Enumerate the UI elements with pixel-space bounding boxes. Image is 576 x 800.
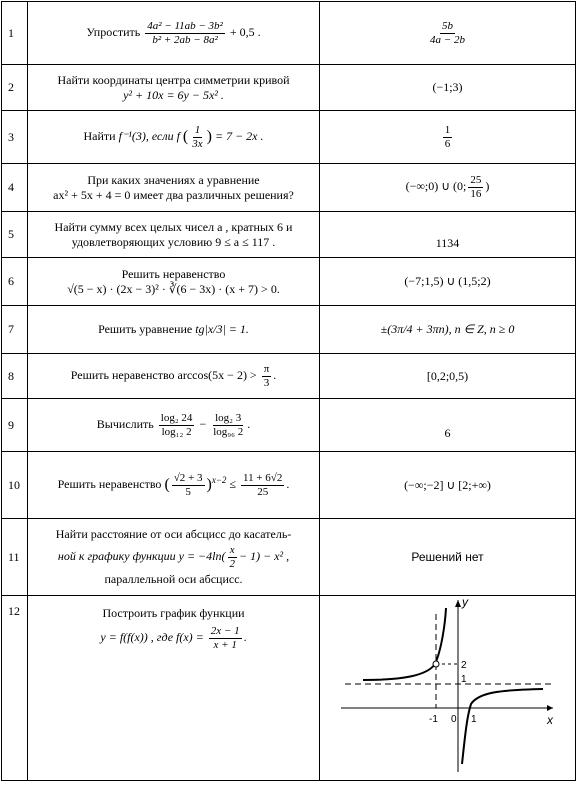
fraction-numerator: 25: [470, 174, 482, 187]
exponent: x−2: [211, 474, 227, 485]
task-cell: [28, 2, 320, 65]
row-number: 2: [2, 65, 28, 111]
task-line: ax² + 5x + 4 = 0 имеет два различных решения?: [53, 187, 294, 202]
task-expression: arccos(5x − 2) >: [177, 367, 257, 382]
row-number: 3: [2, 111, 28, 164]
task-line: [28, 625, 319, 651]
table-row: [2, 65, 576, 111]
task-cell: [28, 354, 320, 399]
minus-sign: −: [199, 416, 207, 431]
fraction-denominator: log₁₂ 2: [161, 425, 192, 438]
graph-branch-right: [462, 689, 543, 764]
fraction-numerator: 4a² − 11ab − 3b²: [147, 19, 223, 32]
x-axis-label: x: [546, 713, 553, 727]
answer-cell: [320, 164, 576, 212]
fraction-numerator: 1: [444, 123, 451, 136]
row-number: 11: [2, 519, 28, 596]
row-number: 4: [2, 164, 28, 212]
row-number: 9: [2, 399, 28, 452]
fraction-numerator: π: [263, 362, 270, 375]
answer-cell: 1134: [320, 212, 576, 258]
answer-cell: Решений нет: [320, 519, 576, 596]
fraction-denominator: 2: [229, 557, 235, 570]
paren-open: (: [182, 128, 189, 145]
fraction-denominator: 5: [185, 485, 191, 498]
task-tail: + 0,5 .: [229, 24, 261, 39]
task-tail: .: [243, 629, 247, 644]
fraction-denominator: 3x: [192, 137, 203, 150]
table-row: [2, 596, 576, 781]
task-verb: Вычислить: [96, 416, 154, 431]
fraction-denominator: 4a − 2b: [430, 33, 465, 46]
fraction-numerator: x: [229, 543, 235, 556]
table-row: [2, 399, 576, 452]
row-number: 10: [2, 452, 28, 519]
table-row: [2, 519, 576, 596]
task-tail: = 7 − 2x .: [214, 128, 264, 143]
fraction-denominator: 25: [257, 485, 269, 498]
fraction-denominator: log₉₆ 2: [213, 425, 244, 438]
task-line: [28, 544, 319, 570]
task-fraction: [172, 472, 205, 498]
table-row: [2, 111, 576, 164]
fraction-numerator: log₂ 3: [215, 411, 242, 424]
task-cell: [28, 596, 320, 781]
y-axis-arrow: [455, 600, 461, 607]
row-number: 12: [2, 596, 28, 781]
task-line: параллельной оси абсцисс.: [104, 572, 243, 587]
task-verb: Найти: [83, 128, 116, 143]
task-expression: − 1) − x² ,: [238, 548, 290, 563]
tick-label: 1: [460, 674, 467, 685]
fraction-numerator: log₂ 24: [160, 411, 193, 424]
y-axis-label: y: [461, 596, 468, 609]
row-number: 7: [2, 306, 28, 354]
fraction-denominator: x + 1: [213, 638, 237, 651]
row-number: 1: [2, 2, 28, 65]
task-fraction: [262, 363, 272, 389]
paren-close: ): [206, 476, 212, 493]
tick-label: 0: [450, 714, 457, 725]
answer-cell: [0,2;0,5): [320, 354, 576, 399]
fraction-denominator: 6: [444, 137, 451, 150]
fraction-numerator: 1: [194, 123, 201, 136]
task-line: y² + 10x = 6y − 5x² .: [123, 87, 224, 102]
table-row: [2, 306, 576, 354]
answer-cell: (−1;3): [320, 65, 576, 111]
fraction-denominator: 16: [470, 188, 482, 200]
task-fraction: [241, 472, 284, 498]
task-verb: Упростить: [86, 24, 141, 39]
task-expression: f⁻¹(3), если f: [118, 128, 180, 143]
task-line: удовлетворяющих условию 9 ≤ a ≤ 117 .: [71, 234, 276, 249]
task-cell: [28, 212, 320, 258]
task-expression: tg|x/3| = 1.: [195, 322, 249, 336]
table-row: [2, 258, 576, 306]
task-tail: .: [247, 416, 251, 431]
answer-part: (−∞;0) ∪ (0;: [405, 179, 467, 194]
tasks-table: [1, 1, 576, 781]
tick-label: -1: [428, 714, 438, 725]
answer-cell: [320, 111, 576, 164]
fraction-denominator: 3: [263, 376, 270, 389]
task-cell: [28, 258, 320, 306]
task-line: При каких значениях a уравнение: [87, 172, 260, 187]
task-fraction: [211, 412, 245, 438]
task-expression: y = f(f(x)) , где f(x) =: [100, 629, 204, 644]
task-cell: [28, 306, 320, 354]
answer-cell: ±(3π/4 + 3πn), n ∈ Z, n ≥ 0: [320, 306, 576, 354]
answer-cell: [320, 596, 576, 781]
task-fraction: [190, 124, 204, 150]
table-row: [2, 452, 576, 519]
relation-sign: ≤: [229, 476, 237, 491]
answer-cell: (−∞;−2] ∪ [2;+∞): [320, 452, 576, 519]
graph-branch-left: [363, 608, 446, 680]
task-fraction: [159, 412, 195, 438]
task-cell: [28, 399, 320, 452]
tick-label: 1: [470, 714, 477, 725]
answer-fraction: [468, 174, 483, 200]
table-row: [2, 2, 576, 65]
answer-cell: (−7;1,5) ∪ (1,5;2): [320, 258, 576, 306]
fraction-numerator: √2 + 3: [173, 471, 203, 484]
task-verb: Решить уравнение: [98, 322, 193, 336]
function-graph: [321, 596, 575, 776]
fraction-denominator: b² + 2ab − 8a²: [152, 33, 218, 46]
table-row: [2, 164, 576, 212]
task-line: √(5 − x) · (2x − 3)² · ∛(6 − 3x) · (x + 7) > 0.: [67, 281, 280, 296]
task-line: Найти сумму всех целых чисел a , кратных 6 и: [54, 219, 293, 234]
answer-fraction: [443, 124, 453, 150]
task-cell: [28, 164, 320, 212]
task-line: Построить график функции: [102, 606, 245, 620]
task-verb: Решить неравенство: [57, 476, 162, 491]
task-cell: [28, 452, 320, 519]
task-line: Найти координаты центра симметрии кривой: [57, 72, 290, 87]
task-cell: [28, 111, 320, 164]
answer-part: ): [485, 179, 490, 194]
fraction-numerator: 11 + 6√2: [243, 471, 283, 484]
fraction-numerator: 2x − 1: [210, 625, 240, 637]
tick-label: 2: [460, 660, 467, 671]
task-line: Найти расстояние от оси абсцисс до касатель-: [55, 526, 292, 541]
task-expression: ной к графику функции y = −4ln(: [57, 548, 226, 563]
paren-close: ): [206, 128, 212, 145]
answer-cell: 6: [320, 399, 576, 452]
table-row: [2, 354, 576, 399]
hole-point: [433, 661, 439, 667]
task-fraction: [227, 544, 237, 570]
paren-open: (: [164, 476, 170, 493]
x-axis-arrow: [547, 705, 553, 711]
task-cell: [28, 65, 320, 111]
task-line: Решить неравенство: [121, 266, 226, 281]
task-tail: .: [273, 367, 277, 382]
row-number: 6: [2, 258, 28, 306]
task-cell: [28, 519, 320, 596]
fraction-numerator: 5b: [442, 19, 453, 32]
row-number: 8: [2, 354, 28, 399]
answer-cell: [320, 2, 576, 65]
row-number: 5: [2, 212, 28, 258]
task-fraction: [145, 20, 225, 46]
answer-fraction: [428, 20, 467, 46]
task-verb: Решить неравенство: [70, 367, 175, 382]
task-tail: .: [286, 476, 290, 491]
task-fraction: [209, 625, 242, 651]
table-row: [2, 212, 576, 258]
